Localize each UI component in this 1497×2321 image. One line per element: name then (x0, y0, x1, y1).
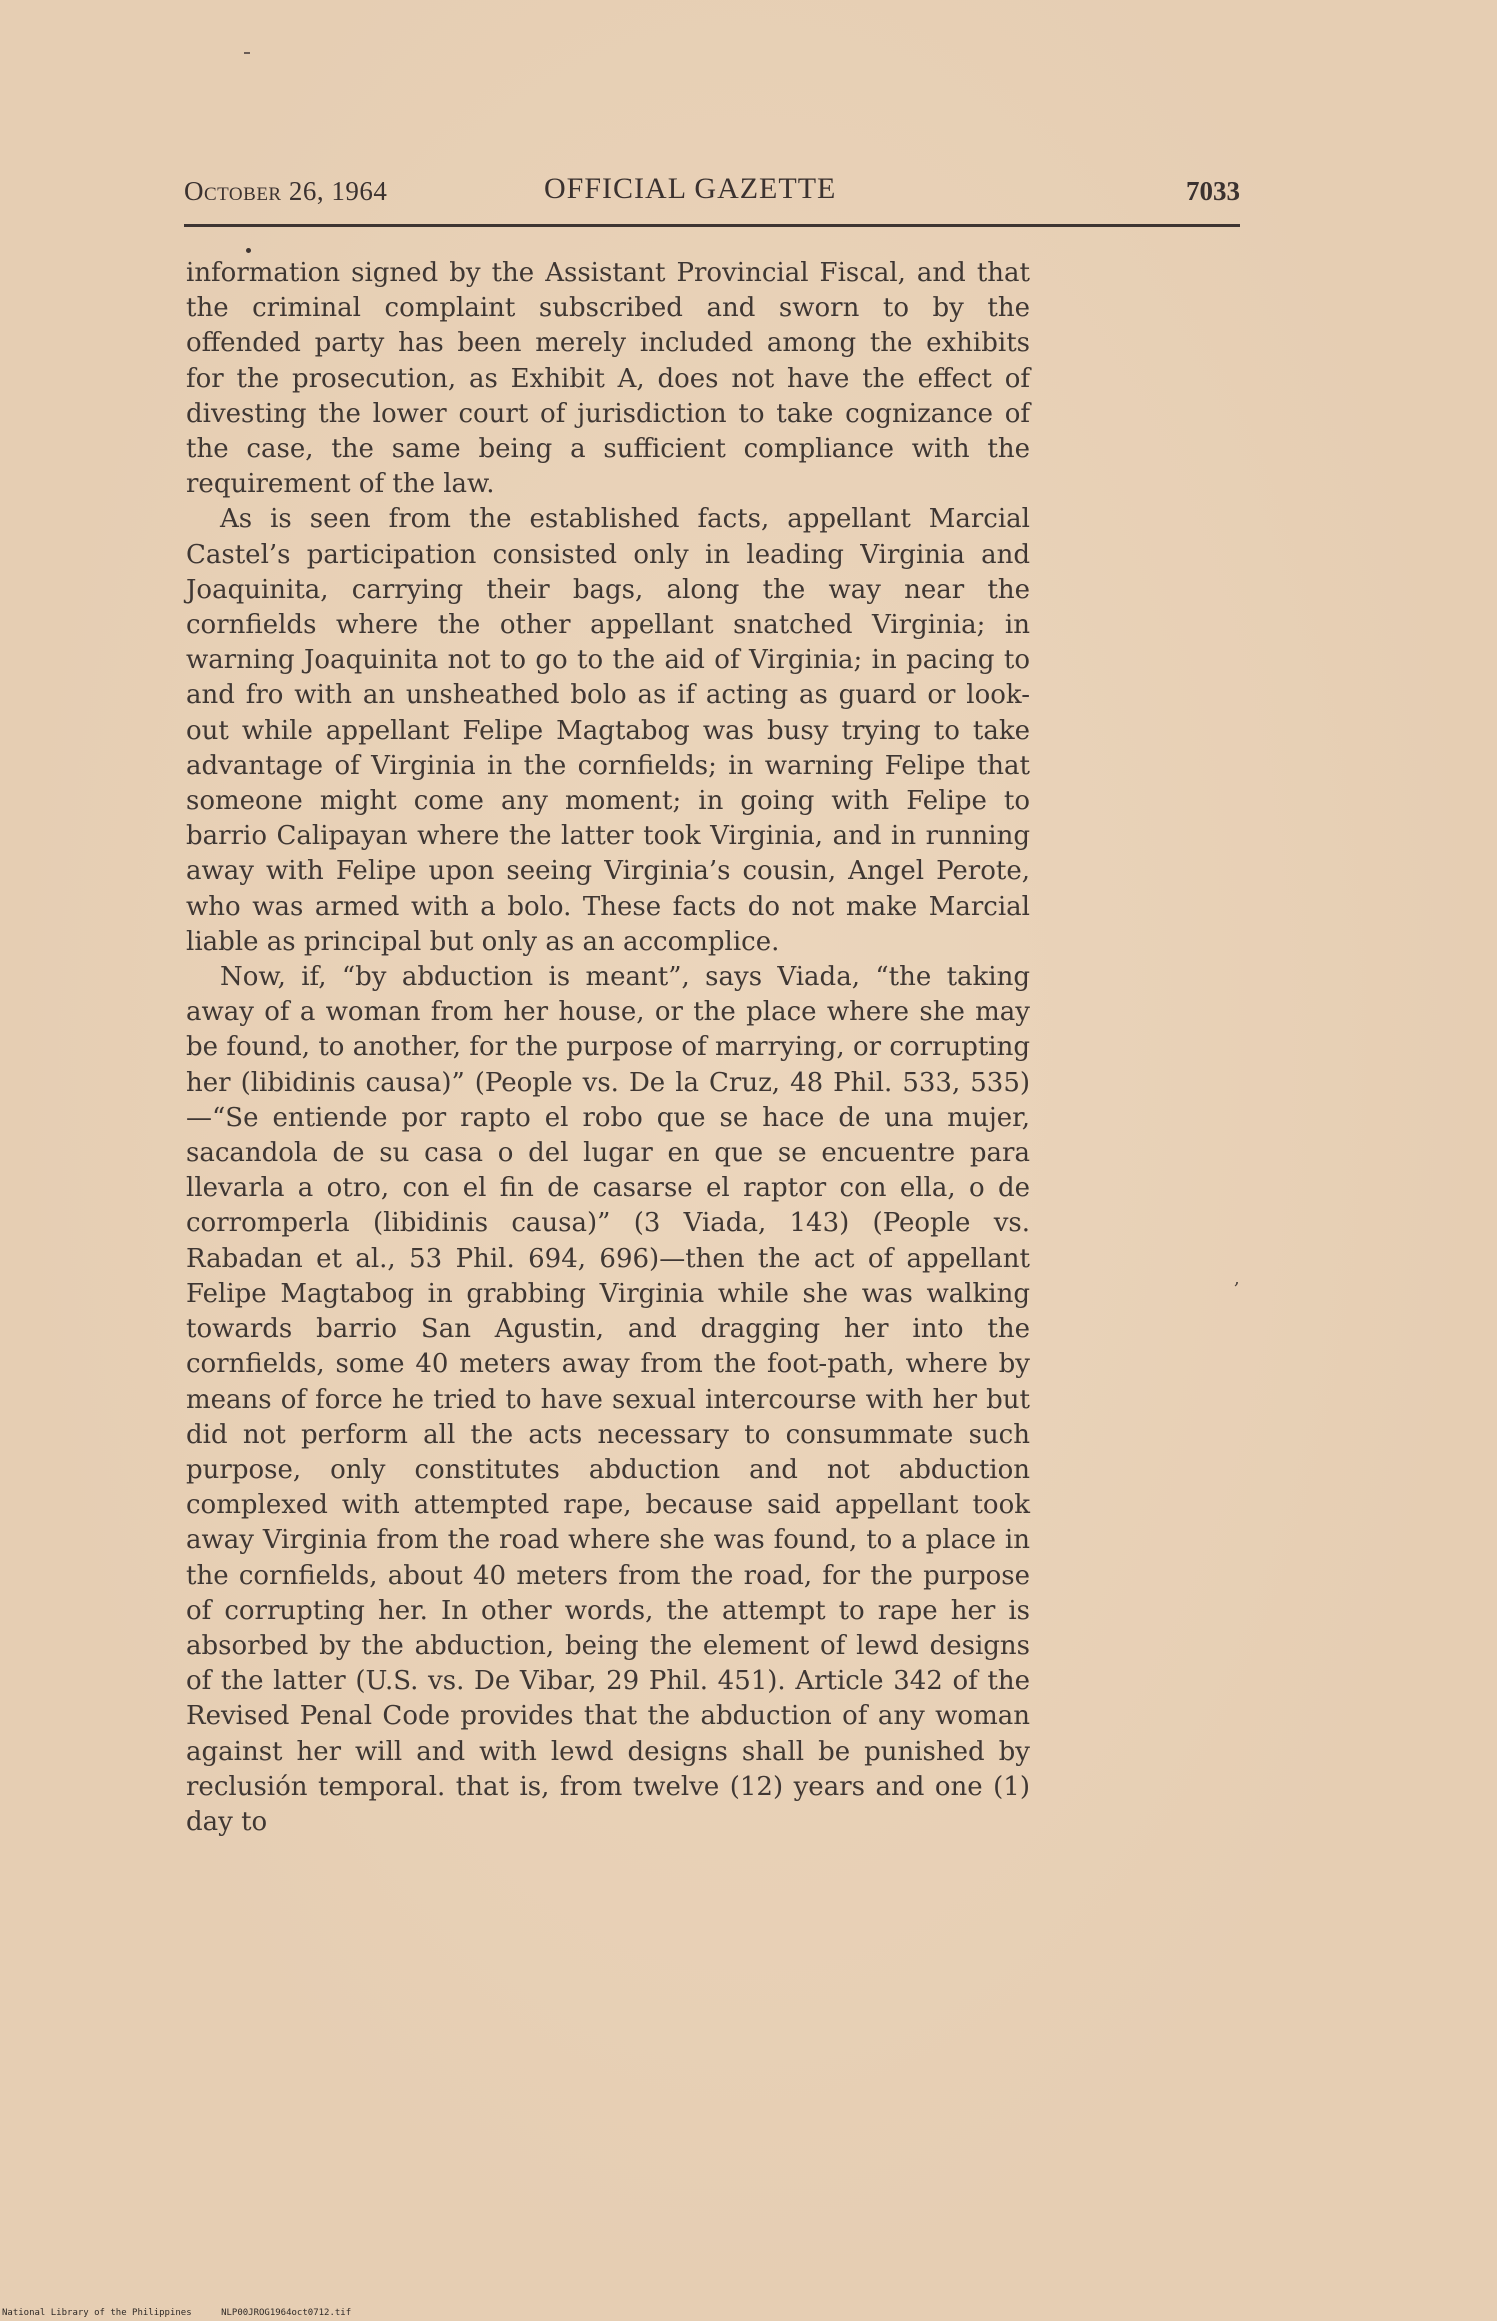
paragraph-3: Now, if, “by abduction is meant”, says Viada, “the taking away of a woman from her house, or the place where she may be found, to another, for the purpose of marrying, or corrupting her (libidinis causa)” (People vs. De la Cruz, 48 Phil. 533, 535)—“Se entiende por rapto el robo que se hace de una mujer, sacandola de su casa o del lugar en que se encuentre para llevarla a otro, con el fin de casarse el raptor con ella, o de corromperla (libidinis causa)” (3 Viada, 143) (People vs. Rabadan et al., 53 Phil. 694, 696)—then the act of appellant Felipe Magtabog in grabbing Virginia while she was walking towards barrio San Agustin, and dragging her into the cornfields, some 40 meters away from the foot-path, where by means of force he tried to have sexual intercourse with her but did not perform all the acts necessary to consummate such purpose, only constitutes abduction and not abduction complexed with attempted rape, because said appellant took away Virginia from the road where she was found, to a place in the cornfields, about 40 meters from the road, for the purpose of corrupting her. In other words, the attempt to rape her is absorbed by the abduction, being the element of lewd designs of the latter (U.S. vs. De Vibar, 29 Phil. 451). Article 342 of the Revised Penal Code provides that the abduction of any woman against her will and with lewd designs shall be punished by reclusión temporal. that is, from twelve (12) years and one (1) day to (186, 962, 1030, 1837)
ink-dot (246, 248, 251, 253)
paragraph-2: As is seen from the established facts, appellant Marcial Castel’s participation consisted only in leading Virginia and Joaquinita, carrying their bags, along the way near the cornfields where the other appellant snatched Virginia; in warning Joaquinita not to go to the aid of Virginia; in pacing to and fro with an unsheathed bolo as if acting as guard or look-out while appellant Felipe Magtabog was busy trying to take advantage of Virginia in the cornfields; in warning Felipe that someone might come any moment; in going with Felipe to barrio Calipayan where the latter took Virginia, and in running away with Felipe upon seeing Virginia’s cousin, Angel Perote, who was armed with a bolo. These facts do not make Marcial liable as principal but only as an accomplice. (186, 504, 1030, 957)
margin-mark: , (1234, 1268, 1240, 1289)
header-rule (184, 224, 1240, 227)
scan-mark (244, 52, 250, 54)
page-header (184, 172, 1240, 212)
page-number: 7033 (1186, 176, 1240, 206)
scan-footer (2, 2308, 351, 2318)
paragraph-1: information signed by the Assistant Provincial Fiscal, and that the criminal complaint subscribed and sworn to by the offended party has been merely included among the exhibits for the prosecution, as Exhibit A, does not have the effect of divesting the lower court of jurisdiction to take cognizance of the case, the same being a sufficient compliance with the requirement of the law. (186, 258, 1030, 500)
footer-file: NLP00JROG1964oct0712.tif (221, 2308, 352, 2318)
footer-library: National Library of the Philippines (2, 2308, 192, 2318)
header-date: October 26, 1964 (184, 176, 388, 206)
header-title: OFFICIAL GAZETTE (544, 172, 837, 205)
body-text (186, 256, 1030, 1840)
